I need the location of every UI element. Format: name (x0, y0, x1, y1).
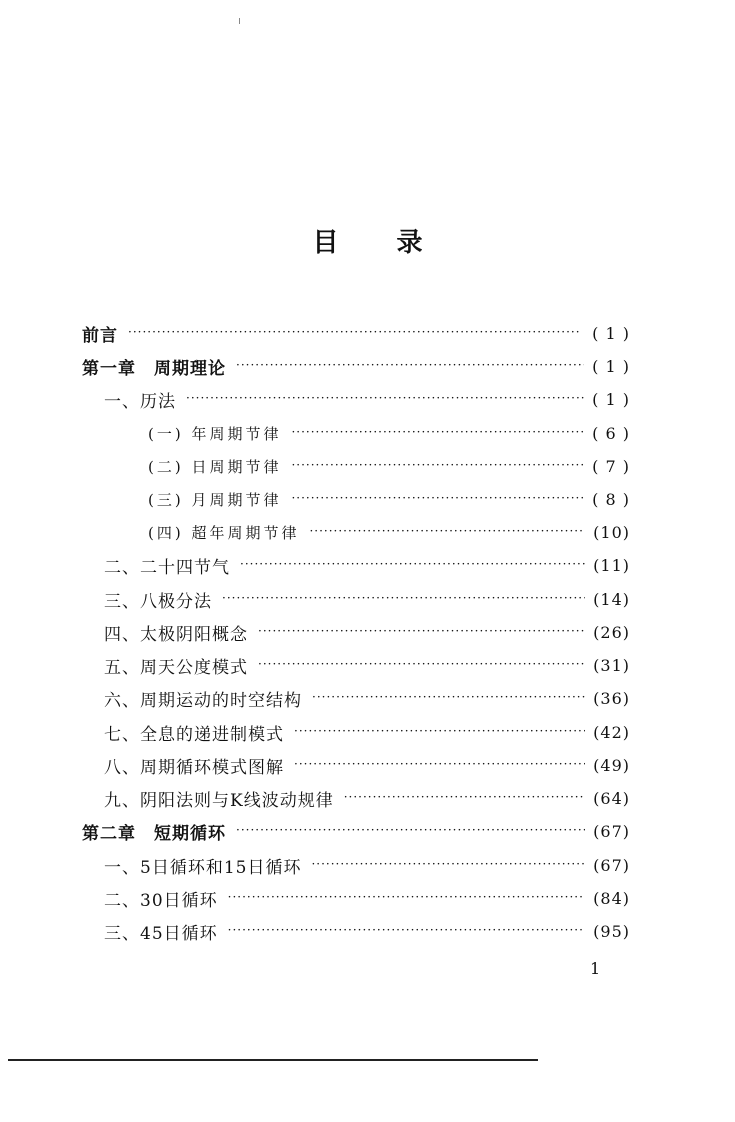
dot-leader (240, 557, 585, 571)
toc-page-number: ( 1 ) (592, 389, 630, 409)
toc-entry-subsection[interactable] (148, 516, 630, 548)
toc-label: 五、周天公度模式 (104, 657, 248, 678)
toc-label: (四) 超年周期节律 (148, 523, 300, 542)
toc-page-number: (36) (593, 688, 630, 708)
toc-entry-section[interactable] (104, 616, 630, 648)
dot-leader (312, 690, 585, 704)
toc-label: 三、八极分法 (104, 591, 212, 612)
toc-page-number: (14) (593, 589, 630, 609)
dot-leader (186, 391, 584, 405)
toc-label: 七、全息的递进制模式 (104, 724, 284, 745)
toc-entry-section[interactable] (104, 782, 630, 814)
toc-label: 九、阴阳法则与K线波动规律 (104, 790, 334, 811)
toc-page-number: ( 6 ) (592, 423, 630, 443)
toc-page-number: (10) (593, 522, 630, 542)
toc-page-number: ( 1 ) (592, 323, 630, 343)
dot-leader (128, 325, 581, 339)
toc-page-number: (64) (593, 788, 630, 808)
dot-leader (236, 823, 585, 837)
scan-mark (239, 18, 240, 24)
toc-page-number: (67) (593, 821, 630, 841)
toc-label: 三、45日循环 (104, 923, 218, 944)
dot-leader (258, 657, 585, 671)
page-title: 目录 (312, 228, 481, 258)
toc-label: 一、5日循环和15日循环 (104, 857, 302, 878)
dot-leader (309, 524, 585, 538)
toc-page-number: (95) (593, 921, 630, 941)
toc-page-number: ( 1 ) (592, 356, 630, 376)
toc-entry-subsection[interactable] (148, 417, 630, 449)
dot-leader (294, 757, 585, 771)
dot-leader (258, 624, 585, 638)
dot-leader (228, 890, 586, 904)
dot-leader (236, 358, 584, 372)
scan-edge-line (8, 1059, 538, 1061)
toc-label: 一、历法 (104, 391, 176, 412)
toc-entry-chapter-2[interactable] (82, 815, 630, 847)
toc-label: 前言 (82, 325, 118, 346)
dot-leader (222, 591, 585, 605)
toc-page-number: (49) (593, 755, 630, 775)
dot-leader (291, 458, 584, 472)
toc-entry-section[interactable] (104, 383, 630, 415)
toc-label: 第二章 短期循环 (82, 823, 226, 844)
toc-label: 四、太极阴阳概念 (104, 624, 248, 645)
toc-label: 二、30日循环 (104, 890, 218, 911)
toc-page-number: (26) (593, 622, 630, 642)
toc-entry-subsection[interactable] (148, 450, 630, 482)
toc-label: 八、周期循环模式图解 (104, 757, 284, 778)
toc-page-number: ( 7 ) (592, 456, 630, 476)
toc-label: 第一章 周期理论 (82, 358, 226, 379)
toc-page-number: ( 8 ) (592, 489, 630, 509)
toc-entry-section[interactable] (104, 716, 630, 748)
toc-page-number: (31) (593, 655, 630, 675)
dot-leader (294, 724, 585, 738)
toc-entry-preface[interactable] (82, 317, 630, 349)
toc-entry-chapter-1[interactable] (82, 350, 630, 382)
dot-leader (291, 425, 584, 439)
toc-entry-section[interactable] (104, 549, 630, 581)
dot-leader (311, 857, 585, 871)
toc-entry-subsection[interactable] (148, 483, 630, 515)
toc-label: 六、周期运动的时空结构 (104, 690, 302, 711)
toc-label: (二) 日周期节律 (148, 457, 282, 476)
dot-leader (228, 923, 586, 937)
dot-leader (291, 491, 584, 505)
toc-entry-section[interactable] (104, 682, 630, 714)
toc-page-number: (84) (593, 888, 630, 908)
toc-page-number: (67) (593, 855, 630, 875)
toc-page-number: (11) (593, 555, 630, 575)
toc-label: (三) 月周期节律 (148, 490, 282, 509)
toc-label: (一) 年周期节律 (148, 424, 282, 443)
toc-entry-section[interactable] (104, 882, 630, 914)
page-number: 1 (590, 959, 601, 978)
toc-entry-section[interactable] (104, 649, 630, 681)
toc-entry-section[interactable] (104, 749, 630, 781)
toc-page-number: (42) (593, 722, 630, 742)
toc-entry-section[interactable] (104, 583, 630, 615)
toc-label: 二、二十四节气 (104, 557, 230, 578)
toc-entry-section[interactable] (104, 915, 630, 947)
toc-entry-section[interactable] (104, 849, 630, 881)
dot-leader (344, 790, 585, 804)
